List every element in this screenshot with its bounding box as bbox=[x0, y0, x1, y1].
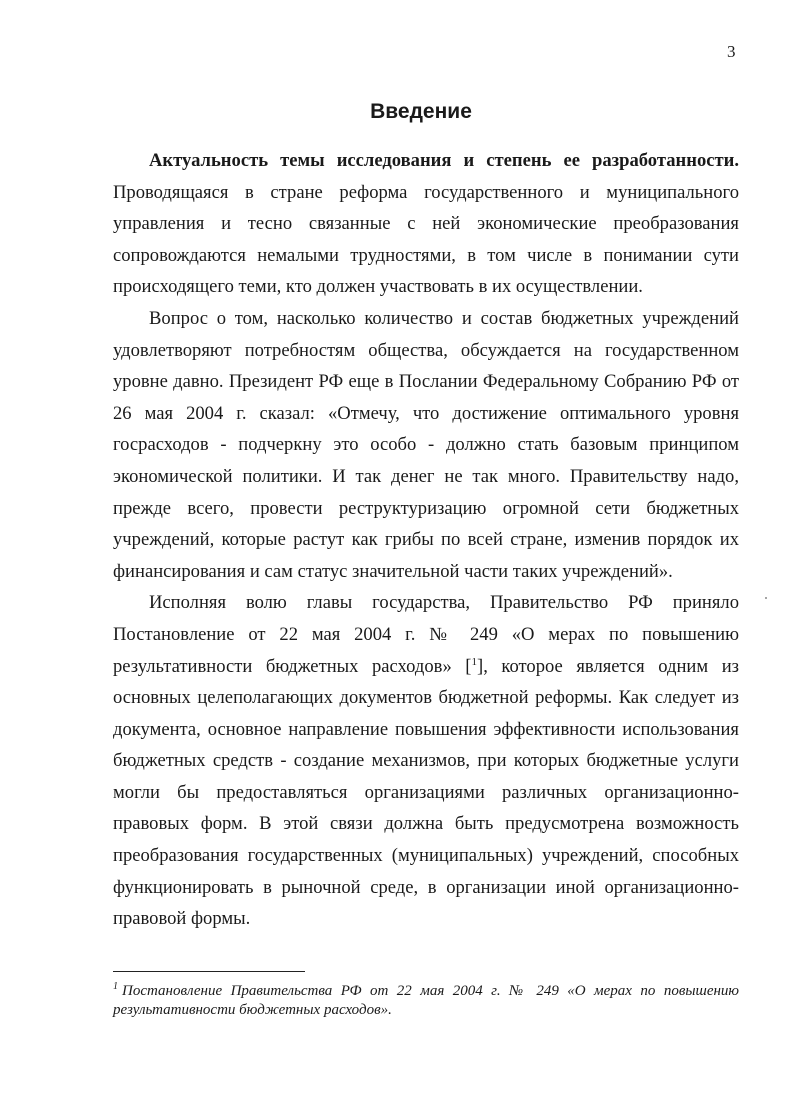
footnote-reference[interactable]: 1 bbox=[471, 655, 477, 668]
scan-speck bbox=[765, 597, 767, 599]
paragraph-text: Проводящаяся в стране реформа государственного и муниципального управления и тесно связанные с ней экономические преобразования сопровождаются немалыми трудностями, в том числе в понимании сути происходящего теми, кто должен участвовать в их осуществлении. bbox=[113, 181, 739, 298]
footnote-marker: 1 bbox=[113, 981, 118, 992]
paragraph-text: ], которое является одним из основных целеполагающих документов бюджетной реформы. Как следует из документа, основное направление повышения эффективности использования бюджетных средств - создание механизмов, при которых бюджетные услуги могли бы предоставляться организациями различных организационно-правовых форм. В этой связи должна быть предусмотрена возможность преобразования государственных (муниципальных) учреждений, способных функционировать в рыночной среде, в организации иной организационно-правовой формы. bbox=[113, 655, 739, 930]
paragraph-text: Исполняя волю главы государства, Правительство РФ приняло Постановление от 22 мая 2004 г. № 249 «О мерах по повышению результативности бюджетных расходов» [ bbox=[113, 592, 739, 677]
footnote-divider bbox=[113, 971, 305, 972]
page-title: Введение bbox=[370, 100, 472, 123]
footnote bbox=[113, 982, 739, 1020]
paragraph-government-resolution bbox=[113, 587, 739, 935]
paragraph-lead: Актуальность темы исследования и степень ее разработанности. bbox=[149, 150, 739, 171]
paragraph-text: Вопрос о том, насколько количество и состав бюджетных учреждений удовлетворяют потребностям общества, обсуждается на государственном уровне давно. Президент РФ еще в Послании Федеральному Собранию РФ от 26 мая 2004 г. сказал: «Отмечу, что достижение оптимального уровня госрасходов - подчеркну это особо - должно стать базовым принципом экономической политики. И так денег не так много. Правительству надо, прежде всего, провести реструктуризацию огромной сети бюджетных учреждений, которые растут как грибы по всей стране, изменив порядок их финансирования и сам статус значительной части таких учреждений». bbox=[113, 307, 739, 582]
body-text bbox=[113, 145, 739, 935]
paragraph-budget-institutions bbox=[113, 303, 739, 587]
footnote-text: Постановление Правительства РФ от 22 мая 2004 г. № 249 «О мерах по повышению результативности бюджетных расходов». bbox=[113, 983, 739, 1018]
paragraph-relevance bbox=[113, 145, 739, 303]
page-number: 3 bbox=[727, 42, 736, 61]
